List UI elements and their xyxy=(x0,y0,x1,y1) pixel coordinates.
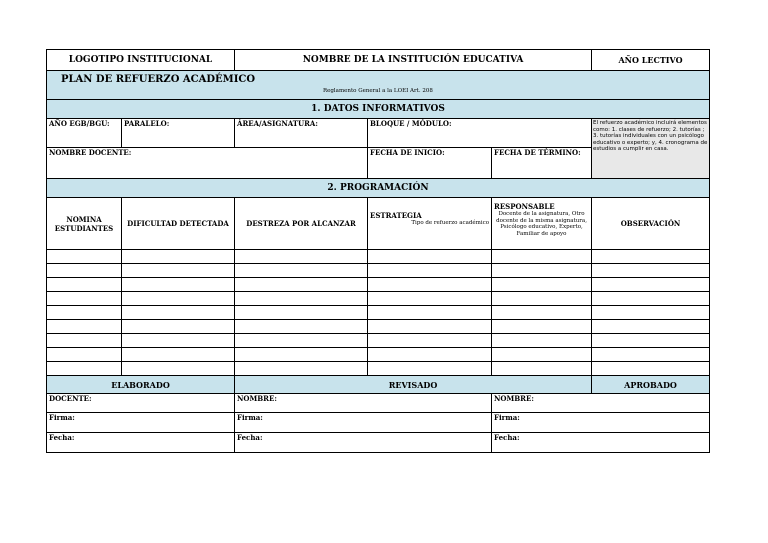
year-field[interactable] xyxy=(47,119,122,148)
end-date-field[interactable] xyxy=(492,148,592,179)
table-row[interactable] xyxy=(47,306,710,320)
plan-title: PLAN DE REFUERZO ACADÉMICO xyxy=(61,74,256,85)
elaborated-teacher-field[interactable] xyxy=(47,394,235,413)
approved-signature-field[interactable] xyxy=(492,413,710,433)
reviewed-signature-field[interactable] xyxy=(235,413,492,433)
col-observation: OBSERVACIÓN xyxy=(592,198,710,250)
approved-signature-label: Firma: xyxy=(494,413,520,422)
parallel-label: PARALELO: xyxy=(124,119,170,128)
reviewed-date-field[interactable] xyxy=(235,433,492,453)
parallel-field[interactable] xyxy=(122,119,235,148)
col-responsible xyxy=(492,198,592,250)
elaborated-date-label: Fecha: xyxy=(49,433,75,442)
col-skill: DESTREZA POR ALCANZAR xyxy=(235,198,368,250)
approved-date-label: Fecha: xyxy=(494,433,520,442)
elaborated-teacher-label: DOCENTE: xyxy=(49,394,92,403)
strategy-label: ESTRATEGIA xyxy=(370,211,422,220)
reviewed-name-label: NOMBRE: xyxy=(237,394,277,403)
subject-label: ÁREA/ASIGNATURA: xyxy=(237,119,318,128)
table-row[interactable] xyxy=(47,292,710,306)
table-row[interactable] xyxy=(47,278,710,292)
reviewed-date-label: Fecha: xyxy=(237,433,263,442)
school-year-cell: AÑO LECTIVO xyxy=(592,50,710,71)
block-label: BLOQUE / MÓDULO: xyxy=(370,119,452,128)
block-field[interactable] xyxy=(368,119,592,148)
responsible-label: RESPONSABLE xyxy=(494,202,555,211)
teacher-name-label: NOMBRE DOCENTE: xyxy=(49,148,132,157)
end-date-label: FECHA DE TÉRMINO: xyxy=(494,148,581,157)
regulation-text: Reglamento General a la LOEI Art. 208 xyxy=(323,88,433,94)
col-students: NOMINA ESTUDIANTES xyxy=(47,198,122,250)
subject-field[interactable] xyxy=(235,119,368,148)
reviewed-name-field[interactable] xyxy=(235,394,492,413)
institution-name-cell: NOMBRE DE LA INSTITUCIÓN EDUCATIVA xyxy=(235,50,592,71)
year-label: AÑO EGB/BGU: xyxy=(49,119,110,128)
responsible-sub: Docente de la asignatura, Otro docente de la misma asignatura, Psicólogo educativo, Experto, Familiar de apoyo xyxy=(496,211,587,237)
table-row[interactable] xyxy=(47,320,710,334)
plan-title-row xyxy=(47,71,710,100)
refuerzo-note: El refuerzo académico incluirá elementos como: 1. clases de refuerzo; 2. tutorías ; 3. tutorías individuales con un psicólogo educativo o experto; y, 4. cronograma de estudios a cumplir en casa. xyxy=(592,119,710,179)
refuerzo-form xyxy=(46,49,709,453)
elaborated-signature-field[interactable] xyxy=(47,413,235,433)
start-date-label: FECHA DE INICIO: xyxy=(370,148,445,157)
approved-name-field[interactable] xyxy=(492,394,710,413)
approved-header: APROBADO xyxy=(592,376,710,394)
logo-cell: LOGOTIPO INSTITUCIONAL xyxy=(47,50,235,71)
elaborated-date-field[interactable] xyxy=(47,433,235,453)
elaborated-signature-label: Firma: xyxy=(49,413,75,422)
elaborated-header: ELABORADO xyxy=(47,376,235,394)
table-row[interactable] xyxy=(47,264,710,278)
approved-date-field[interactable] xyxy=(492,433,710,453)
reviewed-header: REVISADO xyxy=(235,376,592,394)
section2-title: 2. PROGRAMACIÓN xyxy=(47,179,710,198)
col-difficulty: DIFICULTAD DETECTADA xyxy=(122,198,235,250)
table-row[interactable] xyxy=(47,250,710,264)
section1-title: 1. DATOS INFORMATIVOS xyxy=(47,100,710,119)
reviewed-signature-label: Firma: xyxy=(237,413,263,422)
strategy-sub: Tipo de refuerzo académico xyxy=(411,220,490,226)
form-table xyxy=(46,49,710,453)
col-strategy xyxy=(368,198,492,250)
table-row[interactable] xyxy=(47,348,710,362)
table-row[interactable] xyxy=(47,334,710,348)
teacher-name-field[interactable] xyxy=(47,148,368,179)
approved-name-label: NOMBRE: xyxy=(494,394,534,403)
table-row[interactable] xyxy=(47,362,710,376)
start-date-field[interactable] xyxy=(368,148,492,179)
